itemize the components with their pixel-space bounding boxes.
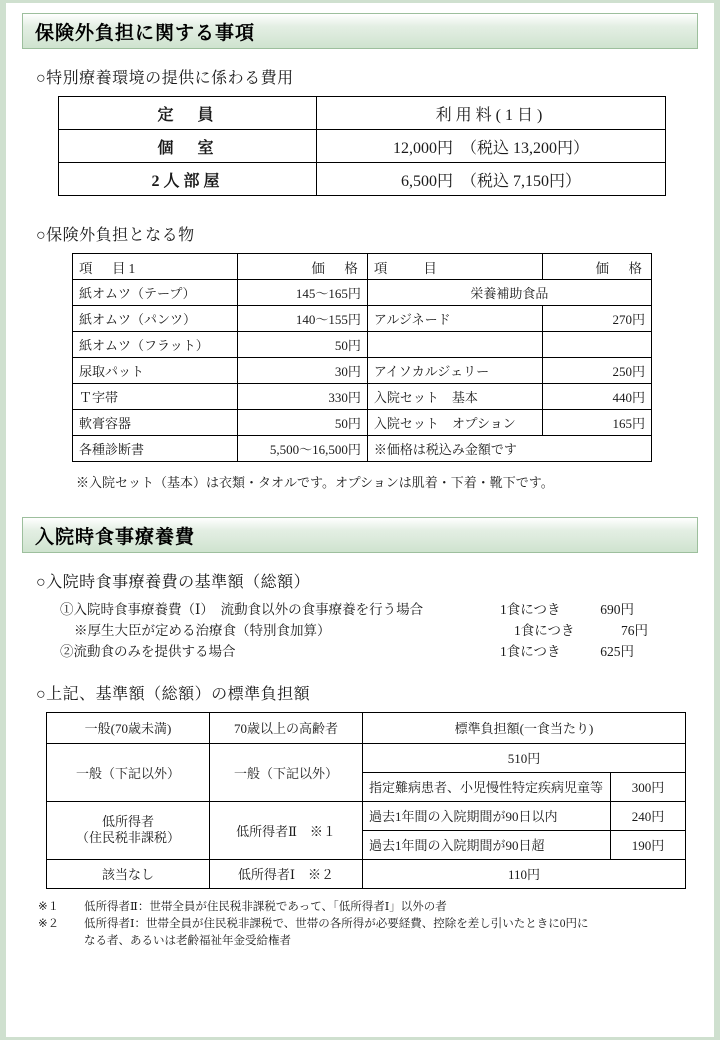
burden-desc-within90: 過去1年間の入院期間が90日以内: [363, 801, 611, 830]
footnote-1: [38, 899, 700, 916]
list-item: [60, 642, 700, 663]
table-header-row: [73, 254, 652, 280]
burden-footnotes: [38, 899, 700, 951]
item-price: 145〜165円: [237, 280, 367, 306]
header-under70: 一般(70歳未満): [47, 712, 210, 743]
header-over70: 70歳以上の高齢者: [210, 712, 363, 743]
list-item: [60, 621, 700, 642]
meal-amount: 76円: [621, 622, 648, 638]
table-row: [47, 801, 686, 830]
meal-per: 1食につき: [500, 643, 561, 659]
meal-amount: 625円: [600, 643, 634, 659]
item-price-right: 250円: [543, 358, 652, 384]
footnote-body: 低所得者Ⅱ：世帯全員が住民税非課税であって、「低所得者Ⅰ」以外の者: [84, 900, 447, 913]
burden-amount-over90: 190円: [611, 830, 686, 859]
item-price: 50円: [237, 410, 367, 436]
room-type-double: 2人部屋: [59, 163, 317, 196]
table-row: [59, 163, 666, 196]
header-fee: 利用料(1日): [317, 97, 666, 130]
burden-amount-within90: 240円: [611, 801, 686, 830]
item-price: 140〜155円: [237, 306, 367, 332]
item-name: 尿取パット: [73, 358, 238, 384]
header-price-2: 価 格: [543, 254, 652, 280]
item-name-right: アイソカルジェリー: [367, 358, 542, 384]
burden-amount-lowincome1: 110円: [363, 859, 686, 888]
room-fee-heading: ○特別療養環境の提供に係わる費用: [36, 70, 294, 87]
footnote-mark: ※２: [38, 918, 60, 931]
list-item: [60, 600, 700, 621]
item-name: 紙オムツ（フラット）: [73, 332, 238, 358]
table-row: [59, 130, 666, 163]
item-name: 軟膏容器: [73, 410, 238, 436]
burden-desc-over90: 過去1年間の入院期間が90日超: [363, 830, 611, 859]
item-price-right: [543, 332, 652, 358]
header-standard-burden: 標準負担額(一食当たり): [363, 712, 686, 743]
table-row: [73, 436, 652, 462]
standard-burden-table: [46, 712, 686, 889]
burden-amount-designated: 300円: [611, 772, 686, 801]
header-item-1: 項 目1: [73, 254, 238, 280]
footnote-body: 低所得者Ⅰ：世帯全員が住民税非課税で、世帯の各所得が必要経費、控除を差し引いたときに0円に: [84, 918, 589, 931]
out-of-insurance-items-table: [72, 253, 652, 462]
item-price-right: 270円: [543, 306, 652, 332]
category-lowincome1-over70: 低所得者Ⅰ ※２: [210, 859, 363, 888]
item-note-right: ※価格は税込み金額です: [367, 436, 651, 462]
item-name: 各種診断書: [73, 436, 238, 462]
meal-per: 1食につき: [514, 622, 575, 638]
header-item-2: 項 目: [367, 254, 542, 280]
page-inner: [6, 3, 714, 1037]
table-header-row: [59, 97, 666, 130]
footnote-mark: ※１: [38, 900, 60, 913]
item-price: 30円: [237, 358, 367, 384]
burden-heading: ○上記、基準額（総額）の標準負担額: [36, 685, 311, 703]
meal-standard-heading: ○入院時食事療養費の基準額（総額）: [36, 574, 311, 591]
table-row: [73, 280, 652, 306]
category-general-over70: 一般（下記以外）: [210, 743, 363, 801]
item-name-right: 入院セット オプション: [367, 410, 542, 436]
category-lowincome-under70: 低所得者 （住民税非課税）: [47, 801, 210, 859]
table-row: [73, 384, 652, 410]
meal-label: ※厚生大臣が定める治療食（特別食加算）: [74, 622, 331, 638]
category-none-under70: 該当なし: [47, 859, 210, 888]
table-row: [47, 743, 686, 772]
footnote-2-continued: なる者、あるいは老齢福祉年金受給権者: [84, 935, 291, 948]
item-price: 330円: [237, 384, 367, 410]
room-price-private: 12,000円 （税込 13,200円）: [317, 130, 666, 163]
table-row: [47, 859, 686, 888]
item-name: 紙オムツ（テープ）: [73, 280, 238, 306]
room-fee-table: [58, 96, 666, 196]
meal-per: 1食につき: [500, 602, 561, 617]
item-name: 紙オムツ（パンツ）: [73, 306, 238, 332]
header-price-1: 価 格: [237, 254, 367, 280]
category-lowincome2-over70: 低所得者Ⅱ ※１: [210, 801, 363, 859]
item-price: 50円: [237, 332, 367, 358]
item-name-right: 入院セット 基本: [367, 384, 542, 410]
table-row: [73, 358, 652, 384]
item-name-right: [367, 332, 542, 358]
item-name-right: アルジネード: [367, 306, 542, 332]
table-row: [73, 306, 652, 332]
header-capacity: 定 員: [59, 97, 317, 130]
meal-amount: 690円: [600, 602, 634, 617]
burden-amount-general: 510円: [363, 743, 686, 772]
section-banner-meal: [22, 517, 698, 553]
meal-label: ①入院時食事療養費（Ⅰ） 流動食以外の食事療養を行う場合: [60, 602, 424, 617]
item-name-right: 栄養補助食品: [367, 280, 651, 306]
room-price-double: 6,500円 （税込 7,150円）: [317, 163, 666, 196]
item-price-right: 165円: [543, 410, 652, 436]
meal-label: ②流動食のみを提供する場合: [60, 643, 236, 659]
section-title: 入院時食事療養費: [35, 526, 196, 548]
table-row: [73, 410, 652, 436]
item-price: 5,500〜16,500円: [237, 436, 367, 462]
footnote-2: [38, 916, 700, 933]
section-title: 保険外負担に関する事項: [35, 22, 256, 44]
table-header-row: [47, 712, 686, 743]
room-type-private: 個 室: [59, 130, 317, 163]
section-banner-insurance-extra: [22, 13, 698, 49]
category-general-under70: 一般（下記以外）: [47, 743, 210, 801]
table-row: [73, 332, 652, 358]
meal-standard-list: [60, 600, 700, 663]
items-heading: ○保険外負担となる物: [36, 227, 195, 244]
items-footnote: ※入院セット（基本）は衣類・タオルです。オプションは肌着・下着・靴下です。: [76, 475, 554, 490]
item-price-right: 440円: [543, 384, 652, 410]
burden-desc-designated: 指定難病患者、小児慢性特定疾病児童等: [363, 772, 611, 801]
item-name: Ｔ字帯: [73, 384, 238, 410]
